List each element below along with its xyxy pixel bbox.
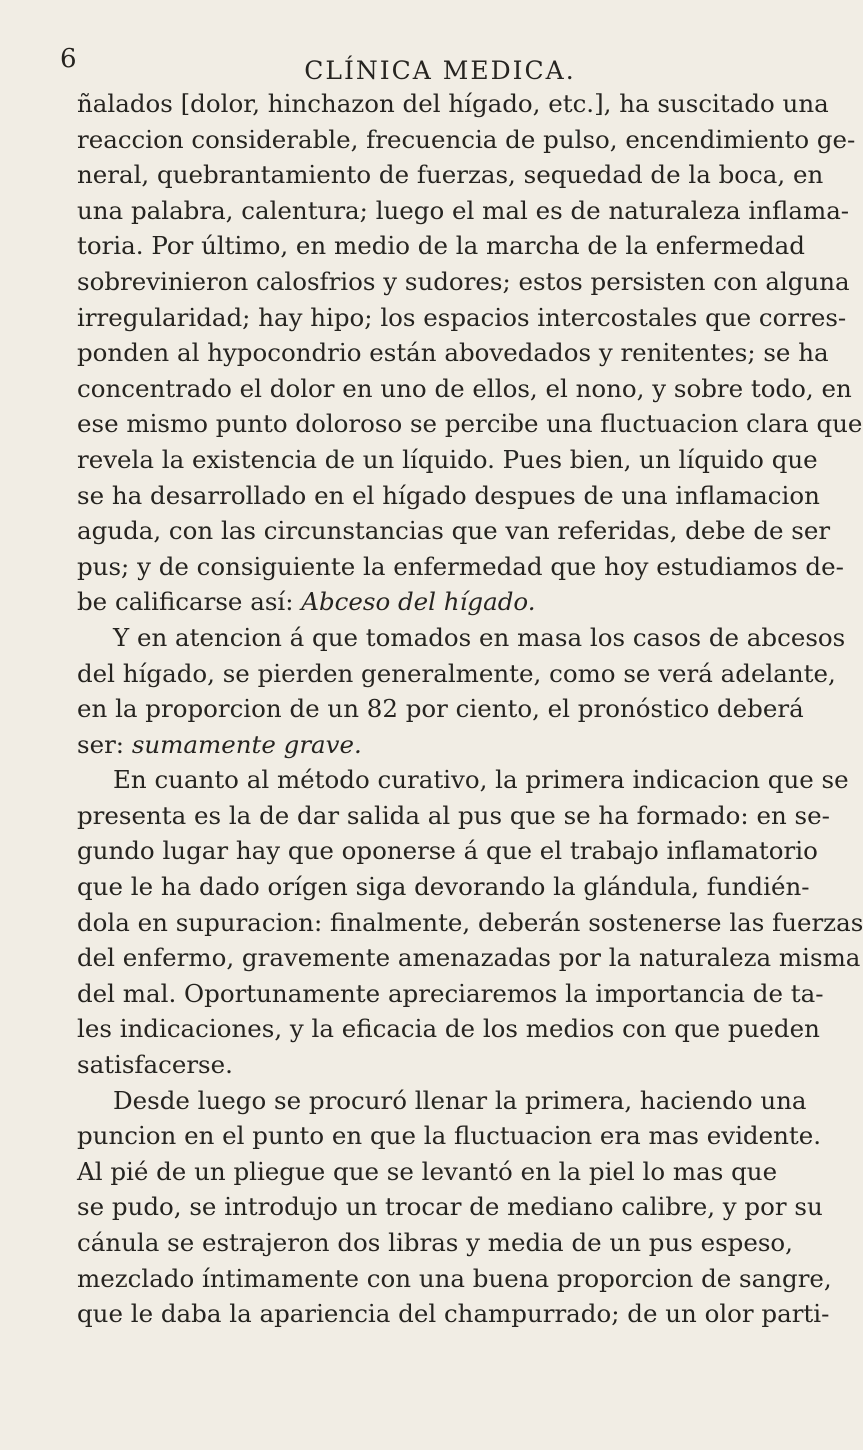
text-line: en la proporcion de un 82 por ciento, el pronóstico deberá xyxy=(77,694,804,724)
text-line: que le ha dado orígen siga devorando la glándula, fundién- xyxy=(77,872,810,902)
text-line: mezclado íntimamente con una buena proporcion de sangre, xyxy=(77,1263,832,1293)
page-number: 6 xyxy=(60,44,77,74)
text-line: que le daba la apariencia del champurrado; de un olor parti- xyxy=(77,1299,830,1329)
text-line: reaccion considerable, frecuencia de pulso, encendimiento ge- xyxy=(77,124,856,154)
italic-phrase: Abceso del hígado. xyxy=(301,587,536,617)
text-line: gundo lugar hay que oponerse á que el trabajo inflamatorio xyxy=(77,836,818,866)
text-line: irregularidad; hay hipo; los espacios intercostales que corres- xyxy=(77,302,847,332)
text-line: satisfacerse. xyxy=(77,1050,233,1080)
text-line: ñalados [dolor, hinchazon del hígado, etc.], ha suscitado una xyxy=(77,89,829,118)
text-line: sobrevinieron calosfrios y sudores; estos persisten con alguna xyxy=(77,266,850,296)
text-line: del hígado, se pierden generalmente, como se verá adelante, xyxy=(77,658,836,688)
text-line: se ha desarrollado en el hígado despues de una inflamacion xyxy=(77,480,820,510)
text-line: Al pié de un pliegue que se levantó en la piel lo mas que xyxy=(77,1156,778,1186)
paragraph-1 xyxy=(77,86,863,620)
text-line: les indicaciones, y la eficacia de los medios con que pueden xyxy=(77,1014,820,1044)
text-line: En cuanto al método curativo, la primera indicacion que se xyxy=(113,765,849,795)
text-line: aguda, con las circunstancias que van referidas, debe de ser xyxy=(77,516,831,546)
text-line: toria. Por último, en medio de la marcha de la enfermedad xyxy=(77,231,805,261)
body-text xyxy=(77,86,863,1332)
text-line: concentrado el dolor en uno de ellos, el nono, y sobre todo, en xyxy=(77,373,852,403)
text-line: del mal. Oportunamente apreciaremos la importancia de ta- xyxy=(77,978,824,1008)
text-line: presenta es la de dar salida al pus que se ha formado: en se- xyxy=(77,800,830,830)
italic-phrase: sumamente grave. xyxy=(131,729,362,759)
text-line: puncion en el punto en que la fluctuacion era mas evidente. xyxy=(77,1121,821,1151)
text-line: ponden al hypocondrio están abovedados y renitentes; se ha xyxy=(77,338,829,368)
text-line: una palabra, calentura; luego el mal es de naturaleza inflama- xyxy=(77,195,850,225)
text-line: dola en supuracion: finalmente, deberán sostenerse las fuerzas xyxy=(77,907,863,937)
text-line xyxy=(77,584,767,620)
paragraph-2 xyxy=(77,620,846,762)
paragraph-3 xyxy=(77,762,863,1082)
running-head: CLÍNICA MEDICA. xyxy=(304,56,576,85)
text-line: cánula se estrajeron dos libras y media de un pus espeso, xyxy=(77,1228,793,1257)
text-line: Desde luego se procuró llenar la primera, haciendo una xyxy=(113,1085,807,1115)
text-line: ese mismo punto doloroso se percibe una fluctuacion clara que xyxy=(77,409,863,439)
text-line: Y en atencion á que tomados en masa los casos de abcesos xyxy=(113,622,846,652)
text-line: revela la existencia de un líquido. Pues bien, un líquido que xyxy=(77,444,818,474)
text-line: pus; y de consiguiente la enfermedad que hoy estudiamos de- xyxy=(77,551,844,581)
text-line-start: be calificarse así: xyxy=(77,587,302,617)
paragraph-4 xyxy=(77,1083,832,1332)
text-line: se pudo, se introdujo un trocar de mediano calibre, y por su xyxy=(77,1192,823,1222)
text-line: del enfermo, gravemente amenazadas por la naturaleza misma xyxy=(77,943,861,973)
text-line xyxy=(77,727,767,763)
text-line: neral, quebrantamiento de fuerzas, sequedad de la boca, en xyxy=(77,160,824,190)
text-line-start: ser: xyxy=(77,729,132,759)
